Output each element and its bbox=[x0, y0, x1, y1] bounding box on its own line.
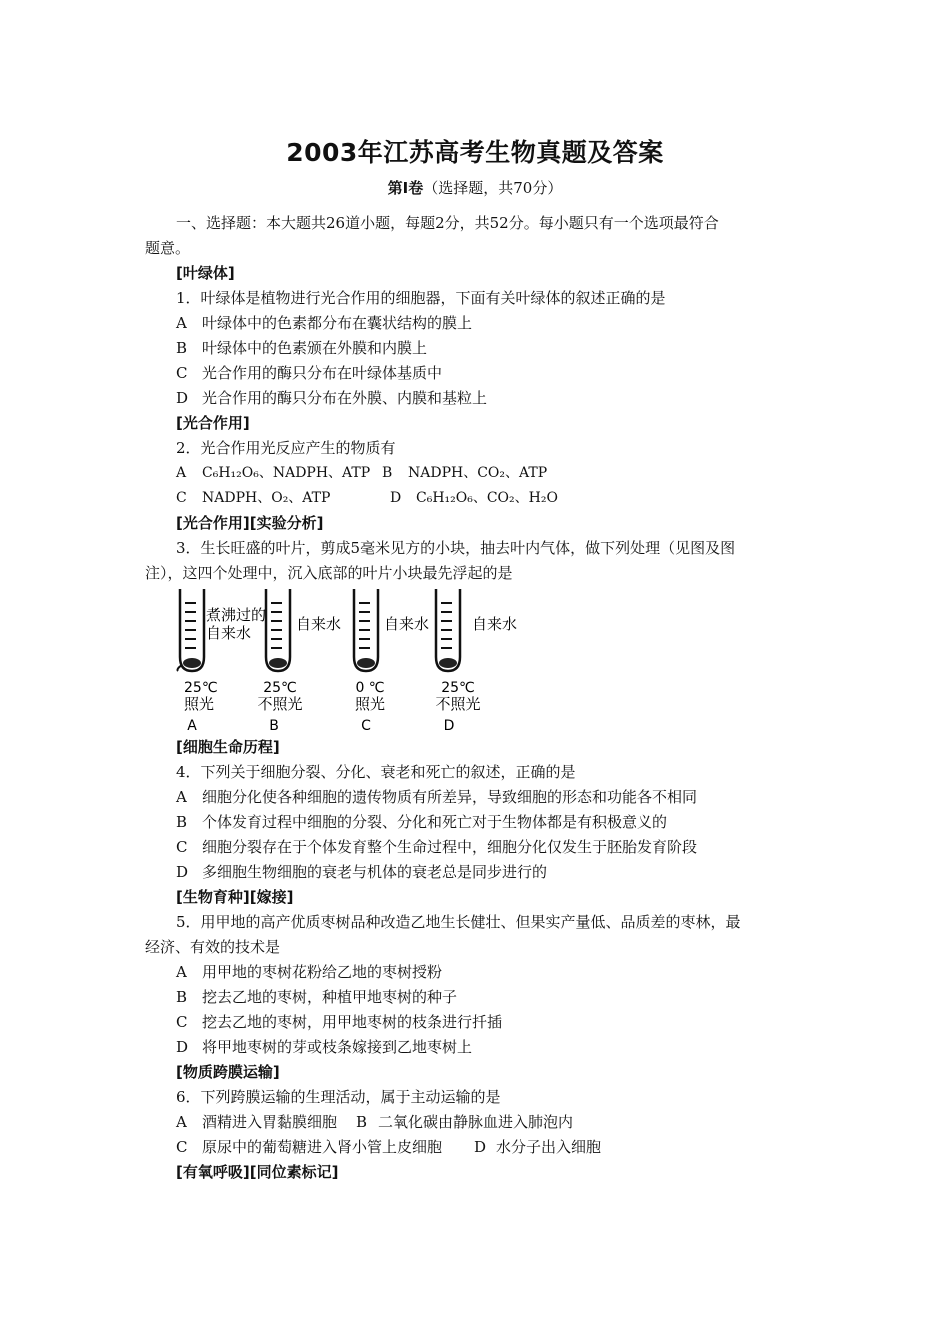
option-letter: D bbox=[176, 863, 189, 881]
q5-option-c bbox=[176, 1012, 502, 1032]
option-text: 叶绿体中的色素颁在外膜和内膜上 bbox=[202, 339, 428, 357]
q1-option-d bbox=[176, 388, 487, 408]
option-letter: C bbox=[176, 1138, 188, 1156]
test-tube-a bbox=[178, 589, 205, 671]
q4-stem: 4．下列关于细胞分裂、分化、衰老和死亡的叙述，正确的是 bbox=[176, 763, 576, 781]
q5-option-a bbox=[176, 962, 442, 982]
test-tube-c bbox=[354, 589, 378, 671]
option-text: 将甲地枣树的芽或枝条嫁接到乙地枣树上 bbox=[202, 1038, 473, 1056]
q4-option-c bbox=[176, 837, 697, 857]
option-text: 酒精进入胃黏膜细胞 bbox=[202, 1113, 338, 1131]
q2-stem: 2．光合作用光反应产生的物质有 bbox=[176, 439, 396, 457]
option-text: 多细胞生物细胞的衰老与机体的衰老总是同步进行的 bbox=[202, 863, 548, 881]
q2-option-c bbox=[176, 488, 330, 508]
option-letter: B bbox=[382, 465, 393, 481]
tube-d-letter: D bbox=[443, 718, 455, 734]
option-text: NADPH、CO₂、ATP bbox=[408, 465, 548, 481]
topic-tag-3: [光合作用][实验分析] bbox=[176, 514, 324, 532]
q1-stem: 1．叶绿体是植物进行光合作用的细胞器，下面有关叶绿体的叙述正确的是 bbox=[176, 289, 666, 307]
tube-d-temp: 25℃ bbox=[441, 680, 475, 696]
option-letter: B bbox=[176, 813, 188, 831]
option-text: C₆H₁₂O₆、NADPH、ATP bbox=[202, 465, 371, 481]
option-text: NADPH、O₂、ATP bbox=[202, 490, 331, 506]
option-letter: B bbox=[176, 339, 188, 357]
test-tube-figure bbox=[170, 585, 550, 735]
q5-stem-line-1: 5．用甲地的高产优质枣树品种改造乙地生长健壮、但果实产量低、品质差的枣林，最 bbox=[176, 913, 741, 931]
tube-b-light: 不照光 bbox=[257, 695, 303, 713]
q5-option-d bbox=[176, 1037, 472, 1057]
option-letter: A bbox=[176, 314, 187, 332]
option-text: 细胞分化使各种细胞的遗传物质有所差异，导致细胞的形态和功能各不相同 bbox=[202, 788, 698, 806]
option-text: 个体发育过程中细胞的分裂、分化和死亡对于生物体都是有积极意义的 bbox=[202, 813, 668, 831]
option-letter: D bbox=[176, 389, 189, 407]
option-letter: C bbox=[176, 364, 188, 382]
option-text: 叶绿体中的色素都分布在囊状结构的膜上 bbox=[202, 314, 473, 332]
option-text: 用甲地的枣树花粉给乙地的枣树授粉 bbox=[202, 963, 443, 981]
instruction-line-1: 一、选择题：本大题共26道小题，每题2分，共52分。每小题只有一个选项最符合 bbox=[176, 214, 719, 232]
option-letter: A bbox=[176, 1113, 187, 1131]
topic-tag-6: [物质跨膜运输] bbox=[176, 1063, 280, 1081]
q2-option-a bbox=[176, 463, 370, 483]
tube-a-liquid-line-2: 自来水 bbox=[206, 624, 252, 642]
q4-option-d bbox=[176, 862, 547, 882]
option-letter: D bbox=[474, 1138, 487, 1156]
test-tube-b bbox=[266, 589, 290, 671]
tube-c-temp: 0 ℃ bbox=[355, 680, 385, 696]
option-text: 细胞分裂存在于个体发育整个生命过程中，细胞分化仅发生于胚胎发育阶段 bbox=[202, 838, 698, 856]
tube-d-light: 不照光 bbox=[435, 695, 481, 713]
instruction-line-2: 题意。 bbox=[145, 239, 191, 257]
topic-tag-7: [有氧呼吸][同位素标记] bbox=[176, 1163, 339, 1181]
option-letter: C bbox=[176, 490, 187, 506]
option-letter: A bbox=[176, 963, 187, 981]
topic-tag-5: [生物育种][嫁接] bbox=[176, 888, 294, 906]
option-letter: B bbox=[356, 1113, 368, 1131]
section-subtitle-bold: 第Ⅰ卷 bbox=[387, 179, 424, 197]
tube-c-liquid: 自来水 bbox=[384, 615, 430, 633]
tube-d-liquid: 自来水 bbox=[472, 615, 518, 633]
q1-option-c bbox=[176, 363, 442, 383]
tube-a-temp: 25℃ bbox=[184, 680, 218, 696]
q4-option-a bbox=[176, 787, 697, 807]
test-tube-d bbox=[436, 589, 460, 671]
topic-tag-2: [光合作用] bbox=[176, 414, 250, 432]
tube-b-letter: B bbox=[269, 718, 279, 734]
tube-a-liquid-line-1: 煮沸过的 bbox=[206, 606, 267, 624]
q5-stem-line-2: 经济、有效的技术是 bbox=[145, 938, 281, 956]
option-text: 挖去乙地的枣树，用甲地枣树的枝条进行扦插 bbox=[202, 1013, 503, 1031]
q6-stem: 6．下列跨膜运输的生理活动，属于主动运输的是 bbox=[176, 1088, 501, 1106]
section-subtitle-rest: （选择题，共70分） bbox=[423, 179, 563, 197]
option-text: C₆H₁₂O₆、CO₂、H₂O bbox=[416, 490, 558, 506]
q2-option-d bbox=[390, 488, 558, 508]
topic-tag-1: [叶绿体] bbox=[176, 264, 235, 282]
section-subtitle bbox=[0, 177, 950, 198]
option-text: 原尿中的葡萄糖进入肾小管上皮细胞 bbox=[202, 1138, 443, 1156]
option-letter: C bbox=[176, 1013, 188, 1031]
topic-tag-4: [细胞生命历程] bbox=[176, 738, 280, 756]
q6-option-a bbox=[176, 1112, 337, 1132]
option-text: 光合作用的酶只分布在外膜、内膜和基粒上 bbox=[202, 389, 488, 407]
option-text: 水分子出入细胞 bbox=[496, 1138, 602, 1156]
q6-option-c bbox=[176, 1137, 442, 1157]
tube-b-liquid: 自来水 bbox=[296, 615, 342, 633]
q4-option-b bbox=[176, 812, 667, 832]
option-letter: B bbox=[176, 988, 188, 1006]
q5-option-b bbox=[176, 987, 457, 1007]
tube-c-light: 照光 bbox=[354, 695, 386, 713]
q3-stem-line-2: 注），这四个处理中，沉入底部的叶片小块最先浮起的是 bbox=[145, 564, 513, 582]
option-letter: A bbox=[176, 788, 187, 806]
option-letter: C bbox=[176, 838, 188, 856]
tube-a-letter: A bbox=[187, 718, 197, 734]
q1-option-a bbox=[176, 313, 472, 333]
q3-stem-line-1: 3．生长旺盛的叶片，剪成5毫米见方的小块，抽去叶内气体，做下列处理（见图及图 bbox=[176, 539, 736, 557]
q6-option-b bbox=[356, 1112, 573, 1132]
tube-b-temp: 25℃ bbox=[263, 680, 297, 696]
option-text: 二氧化碳由静脉血进入肺泡内 bbox=[378, 1113, 574, 1131]
option-letter: D bbox=[390, 490, 402, 506]
option-text: 光合作用的酶只分布在叶绿体基质中 bbox=[202, 364, 443, 382]
option-letter: D bbox=[176, 1038, 189, 1056]
q1-option-b bbox=[176, 338, 427, 358]
tube-c-letter: C bbox=[361, 718, 371, 734]
q6-option-d bbox=[474, 1137, 601, 1157]
page-title: 2003年江苏高考生物真题及答案 bbox=[286, 138, 664, 167]
option-letter: A bbox=[176, 465, 187, 481]
tube-a-light: 照光 bbox=[184, 695, 215, 713]
q2-option-b bbox=[382, 463, 547, 483]
option-text: 挖去乙地的枣树，种植甲地枣树的种子 bbox=[202, 988, 458, 1006]
